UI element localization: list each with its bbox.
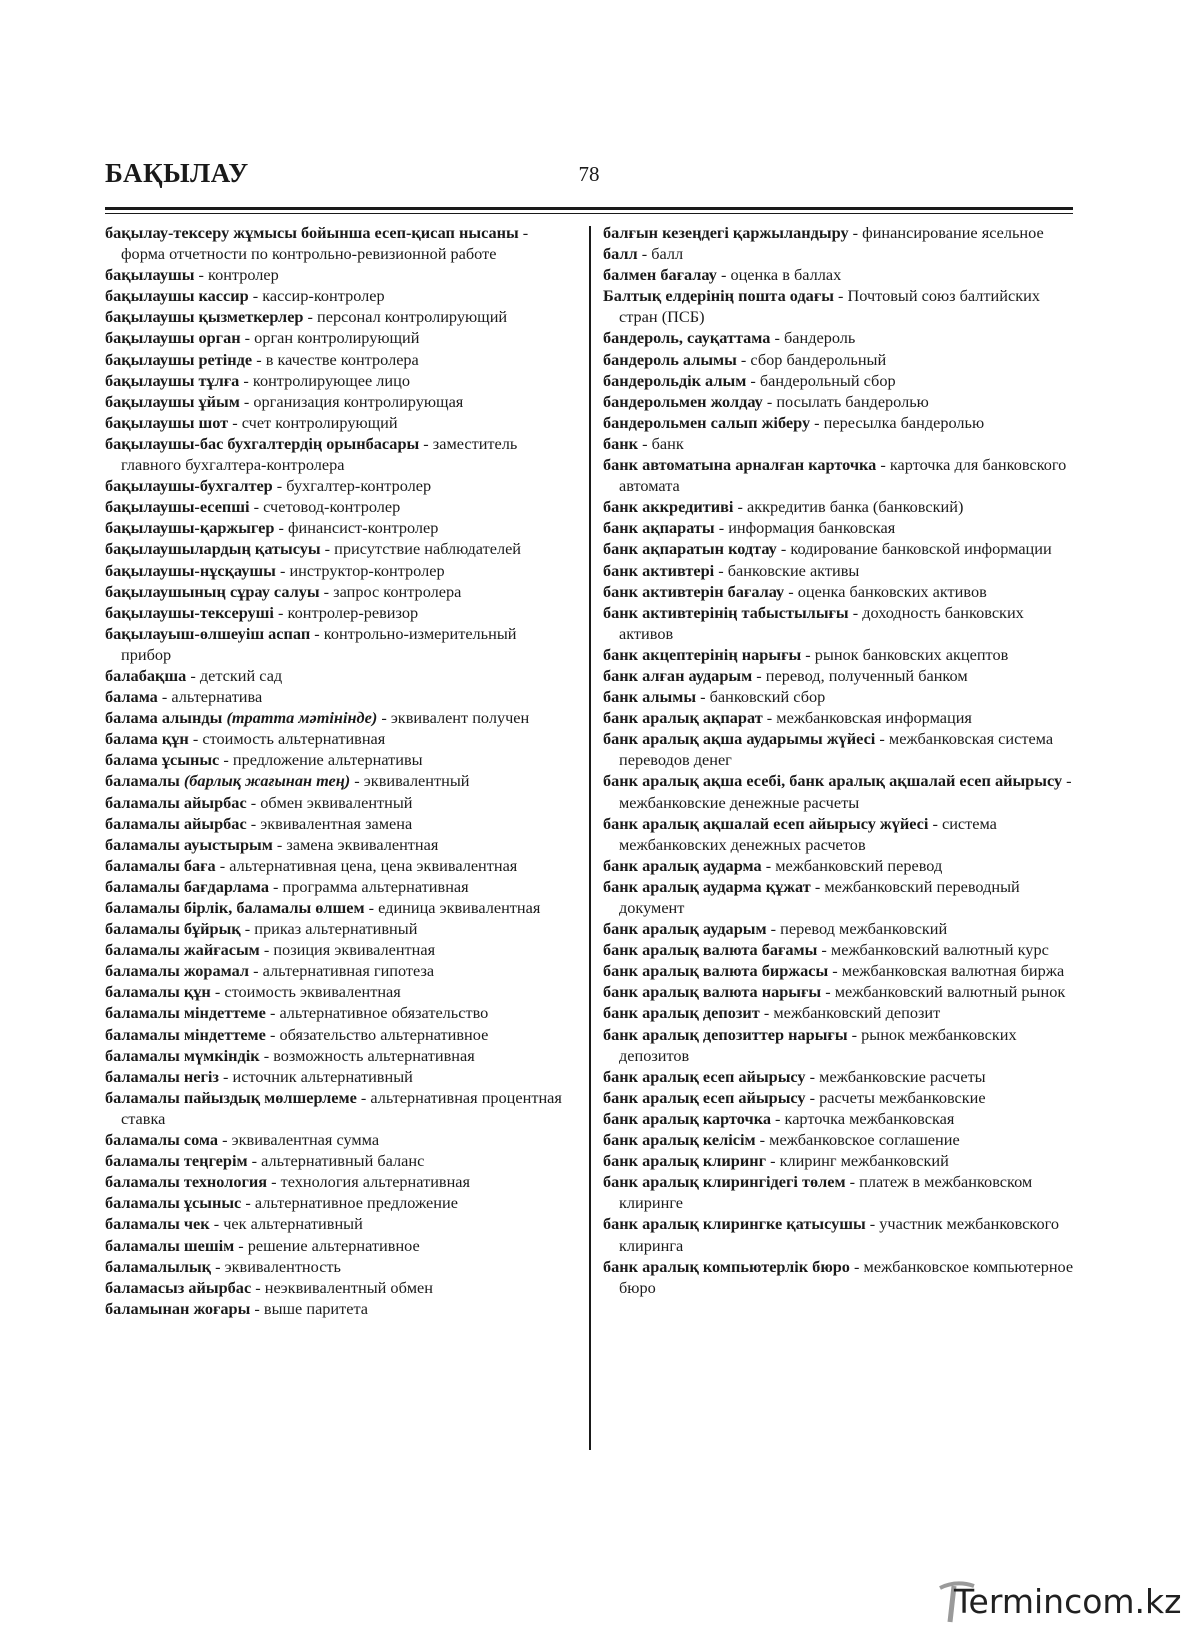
- entry-definition: предложение альтернативы: [232, 750, 423, 770]
- entry-definition: финансист-контролер: [287, 518, 439, 538]
- dictionary-entry: банк аралық валюта биржасы - межбанковская валютная биржа: [603, 961, 1065, 981]
- entry-term: банк ақпараты: [603, 518, 715, 538]
- entry-definition: форма отчетности по контрольно-ревизионной работе: [121, 244, 497, 264]
- dictionary-entry: баламалы құн - стоимость эквивалентная: [105, 982, 401, 1002]
- entry-definition: контролер-ревизор: [287, 602, 419, 622]
- entry-term: бақылаушы кассир: [105, 286, 249, 306]
- entry-term: банк аралық валюта биржасы: [603, 961, 829, 981]
- entry-term: баламалы мүмкіндік: [105, 1045, 260, 1065]
- entry-term: бақылаушы-тексеруші: [105, 602, 274, 622]
- entry-definition: посылать бандеролью: [776, 391, 929, 411]
- dictionary-entry: банк аралық аударма - межбанковский перевод: [603, 855, 943, 875]
- entry-term: банк аралық валюта бағамы: [603, 940, 818, 960]
- entry-term: бақылаушы қызметкерлер: [105, 307, 304, 327]
- dictionary-entry: банк алған аударым - перевод, полученный банком: [603, 665, 968, 685]
- entry-term: банк активтері: [603, 560, 715, 580]
- entry-definition: бандерольный сбор: [759, 370, 896, 390]
- entry-term: бақылаушы ретінде: [105, 349, 253, 369]
- entry-term: банк аралық келісім: [603, 1130, 756, 1150]
- entry-term: бақылаушы шот: [105, 412, 229, 432]
- entry-term: банк аралық карточка: [603, 1108, 771, 1128]
- entry-definition: система межбанковских денежных расчетов: [619, 813, 997, 854]
- dictionary-entry: банк ақпараты - информация банковская: [603, 518, 896, 538]
- entry-definition: межбанковская валютная биржа: [841, 961, 1065, 981]
- entry-definition: бухгалтер-контролер: [286, 476, 432, 496]
- dictionary-entry: баламалы бұйрық - приказ альтернативный: [105, 919, 418, 939]
- entry-term: балама құн: [105, 729, 189, 749]
- entry-definition: межбанковская информация: [776, 708, 972, 728]
- entry-term: банк аралық аударма құжат: [603, 876, 811, 896]
- entry-term: балл: [603, 244, 638, 264]
- watermark-text: Termincom.kz: [954, 1582, 1181, 1621]
- entry-definition: альтернативная цена, цена эквивалентная: [229, 855, 518, 875]
- entry-term: баламалы міндеттеме: [105, 1003, 266, 1023]
- entry-term: банк активтерінің табыстылығы: [603, 602, 849, 622]
- dictionary-entry: банк аралық аударма құжат - межбанковский переводный документ: [603, 876, 1020, 917]
- dictionary-entry: балабақша - детский сад: [105, 665, 283, 685]
- termincom-watermark: [940, 1578, 1181, 1626]
- entry-definition: выше паритета: [263, 1298, 369, 1318]
- dictionary-entry: банк аралық клирингідегі төлем - платеж в межбанковском клиринге: [603, 1172, 1033, 1213]
- entry-term: бандерольмен жолдау: [603, 391, 763, 411]
- entry-term: балғын кезеңдегі қаржыландыру: [603, 223, 849, 242]
- entry-term: банк алымы: [603, 687, 697, 707]
- entry-term: баламалы айырбас: [105, 813, 247, 833]
- entry-term: бақылаушы-бухгалтер: [105, 476, 273, 496]
- entry-qualifier: (тратта мәтінінде): [226, 708, 378, 728]
- entry-term: баламалы баға: [105, 855, 216, 875]
- dictionary-entry: баламалы мүмкіндік - возможность альтернативная: [105, 1045, 475, 1065]
- dictionary-entry: банк аралық валюта бағамы - межбанковский валютный курс: [603, 940, 1049, 960]
- entry-term: Балтық елдерінің пошта одағы: [603, 286, 834, 306]
- dictionary-entry: банк аралық ақпарат - межбанковская информация: [603, 708, 972, 728]
- entry-term: бақылаушының сұрау салуы: [105, 581, 320, 601]
- entry-definition: технология альтернативная: [280, 1172, 471, 1192]
- dictionary-entry: бақылаушы-бас бухгалтердің орынбасары - заместитель главного бухгалтера-контролера: [105, 433, 518, 475]
- dictionary-entry: банк алымы - банковский сбор: [603, 687, 826, 707]
- dictionary-entry: бандероль алымы - сбор бандерольный: [603, 349, 887, 369]
- entry-term: банк аралық есеп айырысу: [603, 1066, 806, 1086]
- entry-definition: запрос контролера: [333, 581, 462, 601]
- dictionary-entry: банк активтерінің табыстылығы - доходность банковских активов: [603, 602, 1024, 643]
- dictionary-entry: балл - балл: [603, 244, 684, 264]
- entry-term: баламасыз айырбас: [105, 1277, 252, 1297]
- entry-definition: контролер: [207, 265, 279, 285]
- dictionary-entry: баламалы жорамал - альтернативная гипотеза: [105, 961, 435, 981]
- entry-definition: платеж в межбанковском клиринге: [619, 1172, 1033, 1213]
- entry-definition: балл: [651, 244, 684, 264]
- header-rule-thick: [105, 207, 1073, 210]
- entry-definition: оценка в баллах: [730, 265, 842, 285]
- entry-term: бақылаушы-нұсқаушы: [105, 560, 276, 580]
- entry-definition: рынок межбанковских депозитов: [619, 1024, 1017, 1065]
- entry-term: баламалы бірлік, баламалы өлшем: [105, 898, 365, 917]
- dictionary-entry: баламалылық - эквивалентность: [105, 1256, 341, 1276]
- entry-definition: присутствие наблюдателей: [334, 539, 522, 559]
- entry-definition: замена эквивалентная: [286, 834, 439, 854]
- entry-term: банк ақпаратын кодтау: [603, 539, 777, 559]
- left-column: [105, 222, 567, 1319]
- entry-definition: единица эквивалентная: [378, 898, 541, 917]
- dictionary-entry: баламалы бірлік, баламалы өлшем - единица эквивалентная: [105, 898, 541, 917]
- entry-term: бақылаушы тұлға: [105, 370, 240, 390]
- running-header-title: БАҚЫЛАУ: [105, 158, 249, 188]
- dictionary-entry: бақылауыш-өлшеуіш аспап - контрольно-измерительный прибор: [105, 623, 517, 664]
- entry-definition: межбанковский валютный рынок: [834, 982, 1066, 1002]
- entry-definition: альтернативное обязательство: [279, 1003, 489, 1023]
- entry-definition: бандероль: [784, 328, 856, 348]
- entry-definition: счетовод-контролер: [263, 497, 401, 517]
- entry-term: банк аралық есеп айырысу: [603, 1087, 806, 1107]
- dictionary-entry: бақылаушының сұрау салуы - запрос контролера: [105, 581, 462, 601]
- entry-definition: межбанковская система переводов денег: [619, 729, 1054, 770]
- entry-term: бақылауыш-өлшеуіш аспап: [105, 623, 311, 643]
- entry-definition: альтернативный баланс: [261, 1151, 425, 1171]
- entry-definition: карточка для банковского автомата: [619, 455, 1067, 496]
- dictionary-entry: банк аралық депозит - межбанковский депозит: [603, 1003, 941, 1023]
- entry-definition: межбанковское соглашение: [769, 1130, 960, 1150]
- dictionary-entry: бандерольмен салып жіберу - пересылка бандеролью: [603, 412, 985, 432]
- entry-definition: детский сад: [199, 665, 283, 685]
- dictionary-entry: банк аралық валюта нарығы - межбанковский валютный рынок: [603, 982, 1066, 1002]
- entry-term: банк аралық клирингідегі төлем: [603, 1172, 846, 1192]
- entry-definition: межбанковский переводный документ: [619, 876, 1020, 917]
- entry-definition: доходность банковских активов: [619, 602, 1024, 643]
- dictionary-entry: банк аралық ақшалай есеп айырысу жүйесі - система межбанковских денежных расчетов: [603, 813, 997, 854]
- entry-definition: контролирующее лицо: [252, 370, 410, 390]
- entry-definition: альтернативное предложение: [254, 1193, 458, 1213]
- dictionary-entry: баламасыз айырбас - неэквивалентный обмен: [105, 1277, 433, 1297]
- entry-definition: альтернатива: [171, 687, 263, 707]
- entry-term: баламалы: [105, 771, 180, 791]
- dictionary-entry: банк автоматына арналған карточка - карточка для банковского автомата: [603, 455, 1067, 496]
- dictionary-entry: банк аралық келісім - межбанковское соглашение: [603, 1130, 960, 1150]
- entry-term: бандерольдік алым: [603, 370, 747, 390]
- entry-definition: счет контролирующий: [241, 412, 398, 432]
- entry-definition: чек альтернативный: [223, 1214, 363, 1234]
- dictionary-entry: балғын кезеңдегі қаржыландыру - финансирование ясельное: [603, 223, 1044, 242]
- entry-term: баламынан жоғары: [105, 1298, 251, 1318]
- dictionary-entry: баламалы айырбас - эквивалентная замена: [105, 813, 413, 833]
- dictionary-entry: банк аккредитиві - аккредитив банка (банковский): [603, 497, 964, 517]
- dictionary-entry: бақылаушы шот - счет контролирующий: [105, 412, 398, 432]
- entry-definition: клиринг межбанковский: [779, 1151, 949, 1171]
- column-divider: [589, 226, 591, 1450]
- entry-term: баламалы чек: [105, 1214, 210, 1234]
- dictionary-entry: банк аралық компьютерлік бюро - межбанковское компьютерное бюро: [603, 1256, 1074, 1297]
- entry-term: баламалы жайғасым: [105, 940, 260, 960]
- entry-definition: межбанковское компьютерное бюро: [619, 1256, 1074, 1297]
- entry-term: баламалы сома: [105, 1130, 219, 1150]
- entry-definition: эквивалент получен: [390, 708, 530, 728]
- entry-term: банк автоматына арналған карточка: [603, 455, 877, 475]
- dictionary-entry: банк ақпаратын кодтау - кодирование банковской информации: [603, 539, 1052, 559]
- entry-term: баламалы бұйрық: [105, 919, 241, 939]
- entry-term: банк аралық депозиттер нарығы: [603, 1024, 848, 1044]
- entry-term: банк аралық депозит: [603, 1003, 760, 1023]
- entry-term: банк аралық валюта нарығы: [603, 982, 822, 1002]
- dictionary-entry: баламалы чек - чек альтернативный: [105, 1214, 363, 1234]
- entry-definition: обмен эквивалентный: [260, 792, 413, 812]
- entry-definition: карточка межбанковская: [784, 1108, 955, 1128]
- entry-definition: перевод, полученный банком: [765, 665, 968, 685]
- entry-term: бақылаушылардың қатысуы: [105, 539, 321, 559]
- dictionary-entry: баламалы жайғасым - позиция эквивалентная: [105, 940, 436, 960]
- dictionary-entry: банк аралық депозиттер нарығы - рынок межбанковских депозитов: [603, 1024, 1017, 1065]
- dictionary-entry: бандерольдік алым - бандерольный сбор: [603, 370, 896, 390]
- entry-definition: программа альтернативная: [282, 876, 469, 896]
- entry-definition: стоимость эквивалентная: [224, 982, 401, 1002]
- dictionary-entry: баламалы теңгерім - альтернативный баланс: [105, 1151, 425, 1171]
- dictionary-entry: баламалы пайыздық мөлшерлеме - альтернативная процентная ставка: [105, 1087, 562, 1128]
- dictionary-entry: банк активтерін бағалау - оценка банковских активов: [603, 581, 987, 601]
- dictionary-entry: баламалы ұсыныс - альтернативное предложение: [105, 1193, 458, 1213]
- entry-term: банк акцептерінің нарығы: [603, 644, 802, 664]
- page-number: 78: [578, 162, 600, 186]
- dictionary-entry: бақылаушы-тексеруші - контролер-ревизор: [105, 602, 419, 622]
- dictionary-entry: бандероль, сауқаттама - бандероль: [603, 328, 856, 348]
- dictionary-entry: банк акцептерінің нарығы - рынок банковских акцептов: [603, 644, 1009, 664]
- entry-definition: межбанковский депозит: [773, 1003, 941, 1023]
- dictionary-entry: баламалы технология - технология альтернативная: [105, 1172, 471, 1192]
- dictionary-entry: бандерольмен жолдау - посылать бандеролью: [603, 391, 929, 411]
- dictionary-entry: баламалы бағдарлама - программа альтернативная: [105, 876, 469, 896]
- entry-definition: кодирование банковской информации: [790, 539, 1052, 559]
- dictionary-entry: балмен бағалау - оценка в баллах: [603, 265, 842, 285]
- entry-term: банк аралық аударым: [603, 919, 767, 939]
- entry-definition: альтернативная гипотеза: [262, 961, 435, 981]
- entry-term: баламалы құн: [105, 982, 211, 1002]
- dictionary-entry: бақылаушы-бухгалтер - бухгалтер-контролер: [105, 476, 432, 496]
- entry-definition: перевод межбанковский: [780, 919, 948, 939]
- entry-definition: персонал контролирующий: [317, 307, 508, 327]
- entry-definition: межбанковские денежные расчеты: [619, 792, 860, 812]
- entry-term: баламалы технология: [105, 1172, 268, 1192]
- entry-definition: пересылка бандеролью: [823, 412, 985, 432]
- entry-term: бандерольмен салып жіберу: [603, 412, 811, 432]
- dictionary-entry: баламалы міндеттеме - альтернативное обязательство: [105, 1003, 489, 1023]
- entry-term: баламалы ауыстырым: [105, 834, 273, 854]
- dictionary-entry: баламалы ауыстырым - замена эквивалентная: [105, 834, 439, 854]
- dictionary-entry: баламалы міндеттеме - обязательство альтернативное: [105, 1024, 489, 1044]
- entry-definition: рынок банковских акцептов: [814, 644, 1009, 664]
- entry-definition: организация контролирующая: [253, 391, 464, 411]
- dictionary-entry: балама алынды (тратта мәтінінде) - эквивалент получен: [105, 708, 530, 728]
- entry-definition: приказ альтернативный: [254, 919, 418, 939]
- dictionary-entry: банк аралық карточка - карточка межбанковская: [603, 1108, 955, 1128]
- entry-term: балама: [105, 687, 158, 707]
- entry-definition: информация банковская: [728, 518, 896, 538]
- entry-term: банк аралық компьютерлік бюро: [603, 1256, 850, 1276]
- dictionary-entry: бақылаушы-қаржыгер - финансист-контролер: [105, 518, 439, 538]
- entry-term: банк аралық ақша есебі, банк аралық ақшалай есеп айырысу: [603, 771, 1063, 791]
- entry-definition: решение альтернативное: [247, 1235, 420, 1255]
- entry-term: банк аралық ақша аударымы жүйесі: [603, 729, 876, 749]
- entry-definition: банк: [651, 433, 684, 453]
- entry-definition: в качестве контролера: [265, 349, 419, 369]
- entry-definition: контрольно-измерительный прибор: [121, 623, 517, 664]
- dictionary-entry: бақылаушы ұйым - организация контролирующая: [105, 391, 464, 411]
- dictionary-entry: бақылаушы - контролер: [105, 265, 279, 285]
- entry-definition: сбор бандерольный: [750, 349, 887, 369]
- entry-term: балама ұсыныс: [105, 750, 220, 770]
- entry-term: баламалылық: [105, 1256, 212, 1276]
- dictionary-entry: банк аралық есеп айырысу - межбанковские расчеты: [603, 1066, 986, 1086]
- dictionary-entry: банк активтері - банковские активы: [603, 560, 860, 580]
- entry-term: банк аралық клиринг: [603, 1151, 766, 1171]
- dictionary-entry: бақылаушы-есепші - счетовод-контролер: [105, 497, 401, 517]
- entry-definition: заместитель главного бухгалтера-контролера: [121, 433, 518, 475]
- entry-term: бақылаушы-бас бухгалтердің орынбасары: [105, 433, 420, 453]
- entry-term: банк аралық аударма: [603, 855, 762, 875]
- dictionary-entry: бақылаушы қызметкерлер - персонал контролирующий: [105, 307, 508, 327]
- entry-term: бақылаушы орган: [105, 328, 241, 348]
- entry-term: бақылаушы ұйым: [105, 391, 240, 411]
- dictionary-entry: банк аралық клиринг - клиринг межбанковский: [603, 1151, 949, 1171]
- entry-term: банк активтерін бағалау: [603, 581, 785, 601]
- entry-term: бақылаушы-қаржыгер: [105, 518, 275, 538]
- entry-definition: участник межбанковского клиринга: [619, 1214, 1060, 1255]
- dictionary-entry: баламалы айырбас - обмен эквивалентный: [105, 792, 413, 812]
- dictionary-entry: банк - банк: [603, 433, 684, 453]
- entry-definition: межбанковский валютный курс: [830, 940, 1049, 960]
- entry-term: балама алынды: [105, 708, 223, 728]
- entry-definition: эквивалентный: [363, 771, 470, 791]
- dictionary-entry: банк аралық ақша аударымы жүйесі - межбанковская система переводов денег: [603, 729, 1054, 770]
- entry-definition: неэквивалентный обмен: [264, 1277, 433, 1297]
- entry-term: бақылаушы: [105, 265, 195, 285]
- entry-definition: банковский сбор: [709, 687, 826, 707]
- entry-term: балмен бағалау: [603, 265, 717, 285]
- entry-term: банк: [603, 433, 639, 453]
- dictionary-entry: балама құн - стоимость альтернативная: [105, 729, 386, 749]
- dictionary-entry: баламалы шешім - решение альтернативное: [105, 1235, 420, 1255]
- dictionary-entry: баламалы (барлық жағынан тең) - эквивалентный: [105, 771, 470, 791]
- entry-term: баламалы негіз: [105, 1066, 219, 1086]
- entry-term: бақылаушы-есепші: [105, 497, 250, 517]
- dictionary-entry: бақылаушы ретінде - в качестве контролера: [105, 349, 419, 369]
- dictionary-entry: балама - альтернатива: [105, 687, 263, 707]
- entry-term: баламалы айырбас: [105, 792, 247, 812]
- dictionary-entry: банк аралық ақша есебі, банк аралық ақшалай есеп айырысу - межбанковские денежные расчеты: [603, 771, 1072, 812]
- entry-definition: эквивалентная замена: [260, 813, 413, 833]
- entry-term: бақылау-тексеру жұмысы бойынша есеп-қисап нысаны: [105, 223, 519, 242]
- entry-term: баламалы теңгерім: [105, 1151, 248, 1171]
- entry-definition: аккредитив банка (банковский): [746, 497, 964, 517]
- entry-definition: банковские активы: [727, 560, 860, 580]
- entry-term: банк аккредитиві: [603, 497, 734, 517]
- dictionary-entry: баламалы негіз - источник альтернативный: [105, 1066, 413, 1086]
- dictionary-entry: бақылаушы-нұсқаушы - инструктор-контролер: [105, 560, 445, 580]
- entry-term: баламалы ұсыныс: [105, 1193, 242, 1213]
- entry-definition: Почтовый союз балтийских стран (ПСБ): [619, 286, 1040, 327]
- entry-definition: источник альтернативный: [232, 1066, 413, 1086]
- dictionary-entry: баламалы баға - альтернативная цена, цена эквивалентная: [105, 855, 518, 875]
- entry-definition: стоимость альтернативная: [202, 729, 386, 749]
- entry-definition: финансирование ясельное: [862, 223, 1044, 242]
- entry-definition: инструктор-контролер: [289, 560, 445, 580]
- dictionary-entry: бақылаушы тұлға - контролирующее лицо: [105, 370, 410, 390]
- dictionary-entry: бақылау-тексеру жұмысы бойынша есеп-қисап нысаны - форма отчетности по контрольно-ревизионной работе: [105, 223, 529, 264]
- header-rule-thin: [105, 213, 1073, 214]
- entry-term: банк аралық ақпарат: [603, 708, 763, 728]
- entry-term: балабақша: [105, 665, 187, 685]
- entry-definition: оценка банковских активов: [797, 581, 987, 601]
- dictionary-entry: бақылаушы орган - орган контролирующий: [105, 328, 420, 348]
- entry-term: банк аралық клирингке қатысушы: [603, 1214, 866, 1234]
- entry-term: банк алған аударым: [603, 665, 753, 685]
- right-column: [603, 222, 1078, 1298]
- entry-definition: расчеты межбанковские: [819, 1087, 986, 1107]
- dictionary-entry: банк аралық аударым - перевод межбанковский: [603, 919, 948, 939]
- entry-term: баламалы жорамал: [105, 961, 250, 981]
- dictionary-entry: Балтық елдерінің пошта одағы - Почтовый союз балтийских стран (ПСБ): [603, 286, 1040, 327]
- dictionary-entry: бақылаушылардың қатысуы - присутствие наблюдателей: [105, 539, 522, 559]
- entry-definition: альтернативная процентная ставка: [121, 1087, 562, 1128]
- dictionary-entry: балама ұсыныс - предложение альтернативы: [105, 750, 423, 770]
- dictionary-entry: баламалы сома - эквивалентная сумма: [105, 1130, 380, 1150]
- dictionary-entry: бақылаушы кассир - кассир-контролер: [105, 286, 385, 306]
- entry-definition: обязательство альтернативное: [279, 1024, 489, 1044]
- dictionary-entry: банк аралық есеп айырысу - расчеты межбанковские: [603, 1087, 986, 1107]
- entry-term: баламалы шешім: [105, 1235, 235, 1255]
- entry-definition: эквивалентность: [224, 1256, 341, 1276]
- dictionary-entry: банк аралық клирингке қатысушы - участник межбанковского клиринга: [603, 1214, 1060, 1255]
- entry-definition: позиция эквивалентная: [273, 940, 436, 960]
- entry-definition: возможность альтернативная: [273, 1045, 475, 1065]
- dictionary-entry: баламынан жоғары - выше паритета: [105, 1298, 369, 1318]
- entry-term: бандероль, сауқаттама: [603, 328, 771, 348]
- entry-term: баламалы бағдарлама: [105, 876, 269, 896]
- entry-term: банк аралық ақшалай есеп айырысу жүйесі: [603, 813, 929, 833]
- entry-definition: орган контролирующий: [254, 328, 420, 348]
- entry-definition: кассир-контролер: [262, 286, 385, 306]
- entry-definition: межбанковский перевод: [775, 855, 943, 875]
- entry-definition: межбанковские расчеты: [819, 1066, 986, 1086]
- entry-term: баламалы міндеттеме: [105, 1024, 266, 1044]
- entry-qualifier: (барлық жағынан тең): [183, 771, 351, 791]
- entry-term: баламалы пайыздық мөлшерлеме: [105, 1087, 357, 1107]
- entry-term: бандероль алымы: [603, 349, 737, 369]
- entry-definition: эквивалентная сумма: [231, 1130, 380, 1150]
